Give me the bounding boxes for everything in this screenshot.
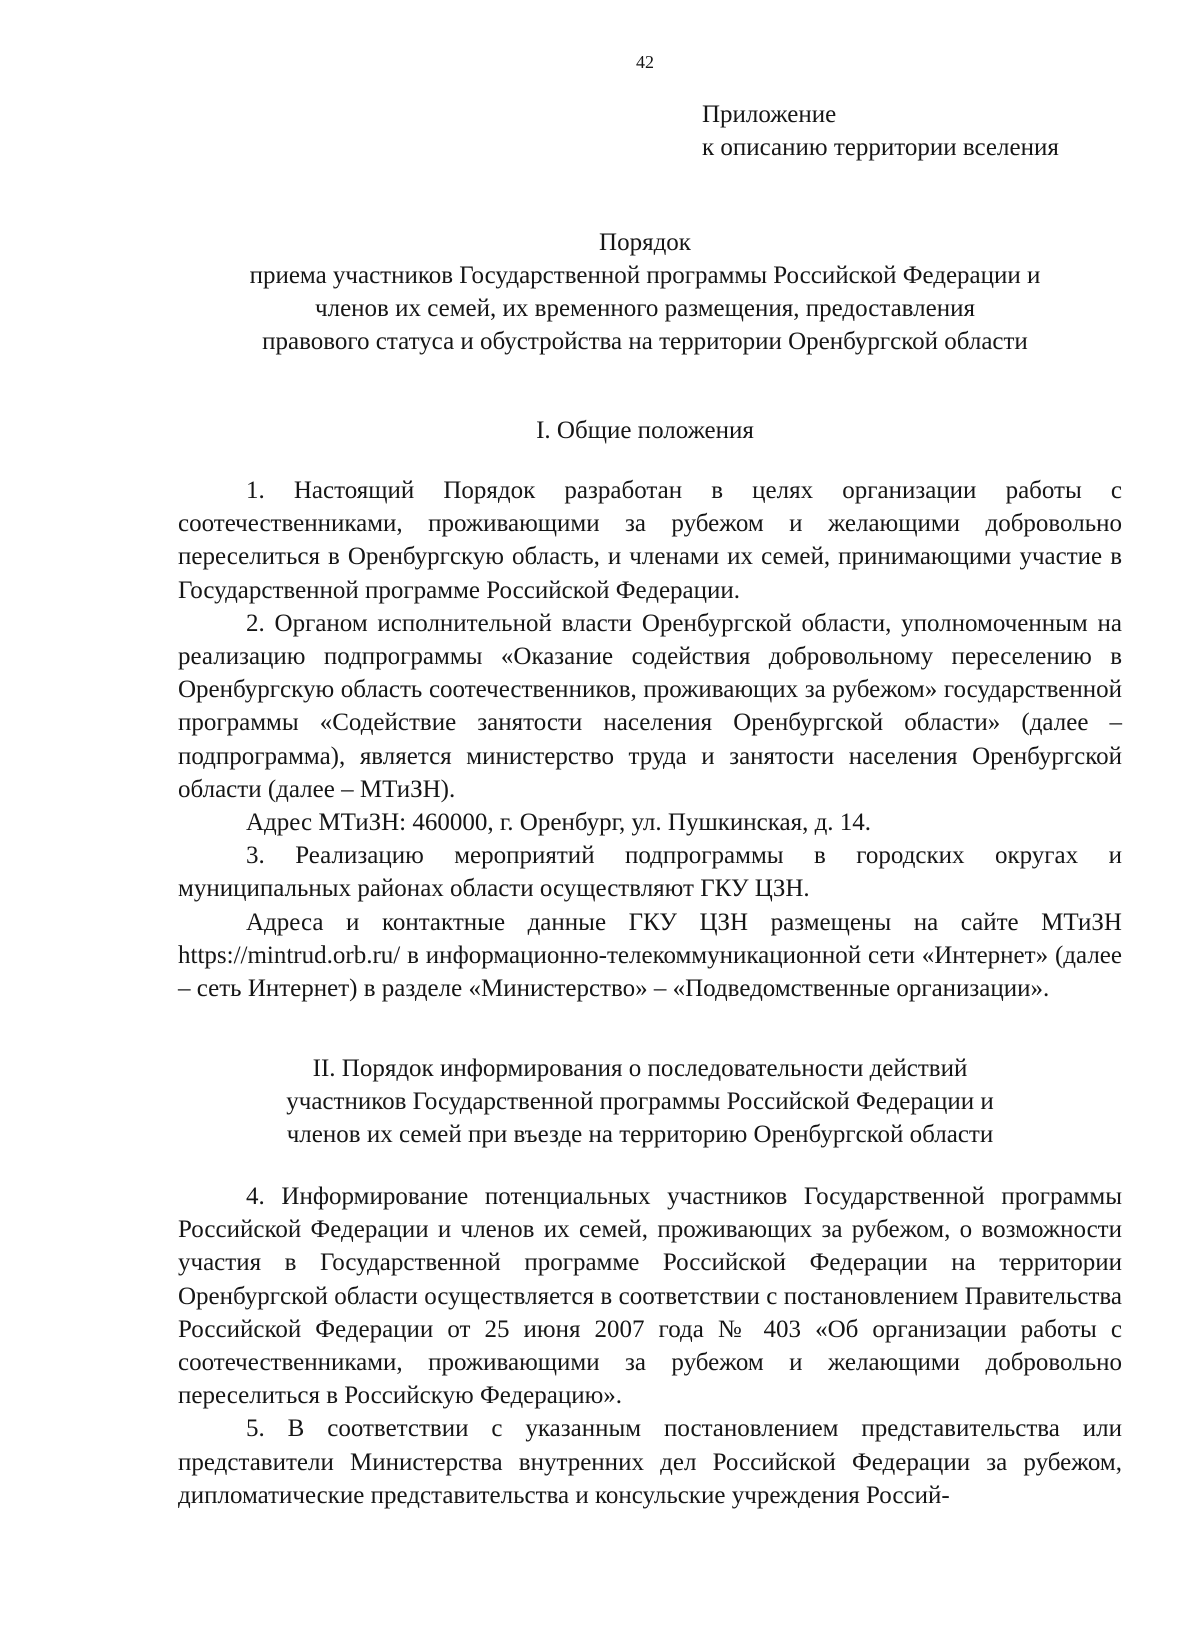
title-line-4: правового статуса и обустройства на территории Оренбургской области [262,328,1028,355]
paragraph-1: 1. Настоящий Порядок разработан в целях организации работы с соотечественниками, проживающими за рубежом и желающими добровольно переселиться в Оренбургскую область, и членами их семей, принимающими участие в Государственной программе Российской Федерации. [178,477,1122,604]
section-2-heading-line-3: членов их семей при въезде на территорию Оренбургской области [286,1121,994,1148]
section-2-body [178,1180,1122,1512]
document-title [150,226,1140,358]
contacts-paragraph: Адреса и контактные данные ГКУ ЦЗН размещены на сайте МТиЗН https://mintrud.orb.ru/ в информационно-телекоммуникационной сети «Интернет» (далее – сеть Интернет) в разделе «Министерство» – «Подведомственные организации». [178,908,1122,1003]
title-line-1: Порядок [599,229,691,256]
title-line-3: членов их семей, их временного размещения, предоставления [315,295,975,322]
section-2-heading-line-2: участников Государственной программы Российской Федерации и [286,1088,994,1115]
paragraph-4: 4. Информирование потенциальных участников Государственной программы Российской Федерации и членов их семей, проживающих за рубежом, о возможности участия в Государственной программе Российской Федерации на территории Оренбургской области осуществляется в соответствии с постановлением Правительства Российской Федерации от 25 июня 2007 года № 403 «Об организации работы с соотечественниками, проживающими за рубежом и желающими добровольно переселиться в Российскую Федерацию». [178,1183,1122,1410]
section-2-heading [160,1052,1120,1151]
appendix-note [702,98,1059,164]
page-number: 42 [636,52,654,72]
section-1-heading: I. Общие положения [536,417,754,444]
paragraph-5: 5. В соответствии с указанным постановлением представительства или представители Министерства внутренних дел Российской Федерации за рубежом, дипломатические представительства и консульские учреждения Россий- [178,1415,1122,1509]
paragraph-3: 3. Реализацию мероприятий подпрограммы в городских округах и муниципальных районах области осуществляют ГКУ ЦЗН. [178,842,1122,903]
appendix-line-1: Приложение [702,101,837,128]
address-paragraph: Адрес МТиЗН: 460000, г. Оренбург, ул. Пушкинская, д. 14. [246,809,872,837]
section-2-heading-line-1: II. Порядок информирования о последовательности действий [312,1055,968,1082]
title-line-2: приема участников Государственной программы Российской Федерации и [249,262,1041,289]
paragraph-2: 2. Органом исполнительной власти Оренбургской области, уполномоченным на реализацию подпрограммы «Оказание содействия добровольному переселению в Оренбургскую область соотечественников, проживающих за рубежом» государственной программы «Содействие занятости населения Оренбургской области» (далее – подпрограмма), является министерство труда и занятости населения Оренбургской области (далее – МТиЗН). [178,609,1122,803]
appendix-line-2: к описанию территории вселения [702,134,1059,161]
section-1-body [178,474,1122,1005]
